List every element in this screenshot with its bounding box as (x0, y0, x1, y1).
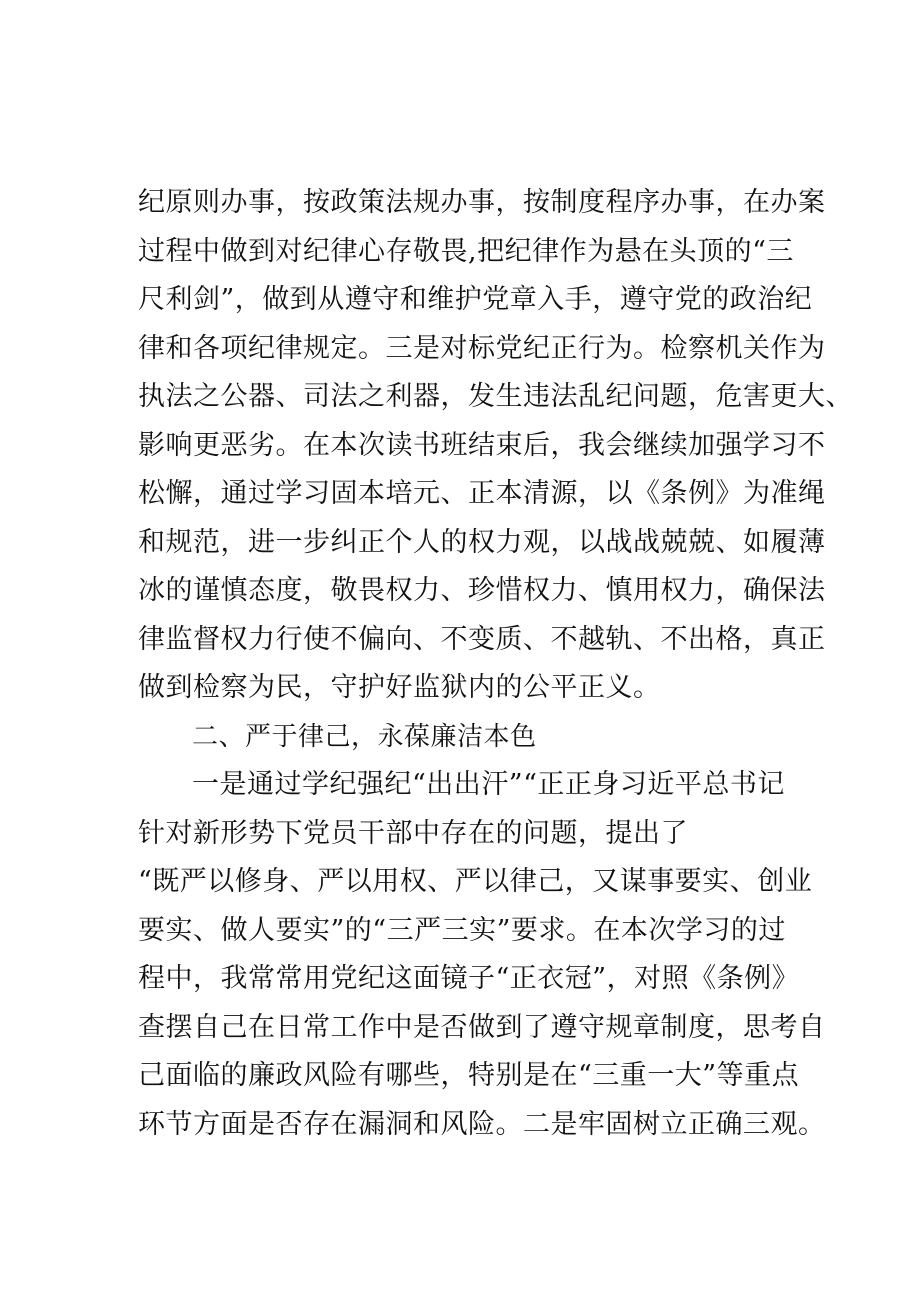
paragraph-line: 做到检察为民，守护好监狱内的公平正义。 (138, 672, 661, 703)
paragraph-line: “既严以修身、严以用权、严以律己，又谋事要实、创业 (138, 866, 813, 897)
paragraph-line: 尺利剑”，做到从遵守和维护党章入手，遵守党的政治纪 (138, 284, 813, 315)
paragraph-line: 和规范，进一步纠正个人的权力观，以战战兢兢、如履薄 (138, 526, 826, 558)
paragraph-line: 松懈，通过学习固本培元、正本清源，以《条例》为准绳 (138, 478, 826, 509)
paragraph-line: 执法之公器、司法之利器，发生违法乱纪问题，危害更大、 (138, 381, 853, 412)
paragraph-line: 一是通过学纪强纪“出出汗”“正正身习近平总书记 (192, 769, 785, 800)
paragraph-line: 冰的谨慎态度，敬畏权力、珍惜权力、慎用权力，确保法 (138, 575, 826, 606)
paragraph-line: 要实、做人要实”的“三严三实”要求。在本次学习的过 (138, 914, 786, 946)
paragraph-line: 程中，我常常用党纪这面镜子“正衣冠”，对照《条例》 (138, 963, 800, 994)
paragraph-line: 纪原则办事，按政策法规办事，按制度程序办事，在办案 (138, 187, 826, 218)
paragraph-line: 己面临的廉政风险有哪些，特别是在“三重一大”等重点 (138, 1060, 800, 1091)
paragraph-line: 环节方面是否存在漏洞和风险。二是牢固树立正确三观。 (138, 1108, 826, 1140)
document-body (138, 179, 853, 1149)
paragraph-line: 律和各项纪律规定。三是对标党纪正行为。检察机关作为 (138, 332, 826, 364)
paragraph-line: 针对新形势下党员干部中存在的问题，提出了 (138, 817, 688, 849)
paragraph-line: 律监督权力行使不偏向、不变质、不越轨、不出格，真正 (138, 623, 826, 655)
paragraph-line: 影响更恶劣。在本次读书班结束后，我会继续加强学习不 (138, 429, 826, 461)
section-heading: 二、严于律己，永葆廉洁本色 (192, 721, 537, 752)
paragraph-line: 查摆自己在日常工作中是否做到了遵守规章制度，思考自 (138, 1011, 826, 1043)
paragraph-line: 过程中做到对纪律心存敬畏,把纪律作为悬在头顶的“三 (138, 235, 794, 267)
